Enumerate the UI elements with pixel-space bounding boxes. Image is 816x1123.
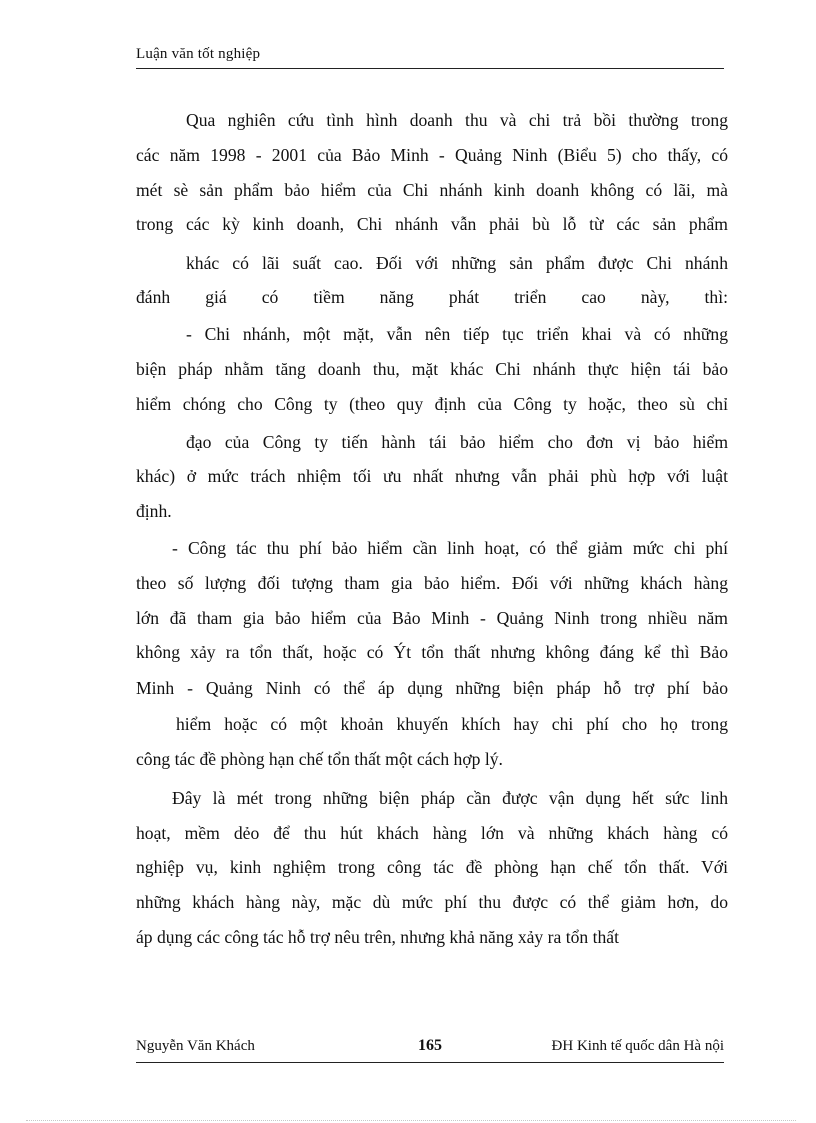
body-line: Qua nghiên cứu tình hình doanh thu và chi trả bồi thường trong — [186, 110, 728, 130]
body-line: công tác đề phòng hạn chế tổn thất một cách hợp lý. — [136, 749, 503, 769]
body-line: Đây là mét trong những biện pháp cần được vận dụng hết sức linh — [172, 788, 728, 808]
body-line: biện pháp nhằm tăng doanh thu, mặt khác Chi nhánh thực hiện tái bảo — [136, 359, 728, 379]
body-line: - Công tác thu phí bảo hiểm cần linh hoạt, có thể giảm mức chi phí — [172, 538, 728, 558]
body-line: khác) ở mức trách nhiệm tối ưu nhất nhưng vẫn phải phù hợp với luật — [136, 466, 728, 486]
body-line: những khách hàng này, mặc dù mức phí thu được có thể giảm hơn, do — [136, 892, 728, 912]
page-edge-divider — [26, 1120, 796, 1121]
body-line: trong các kỳ kinh doanh, Chi nhánh vẫn phải bù lỗ từ các sản phẩm — [136, 214, 728, 234]
body-line: đạo của Công ty tiến hành tái bảo hiểm cho đơn vị bảo hiểm — [186, 432, 728, 452]
page-footer — [136, 1038, 724, 1063]
body-line: hiểm hoặc có một khoản khuyến khích hay chi phí cho họ trong — [176, 714, 728, 734]
body-line: lớn đã tham gia bảo hiểm của Bảo Minh - Quảng Ninh trong nhiều năm — [136, 608, 728, 628]
body-line: đánh giá có tiềm năng phát triển cao này, thì: — [136, 287, 728, 307]
body-line: hoạt, mềm dẻo để thu hút khách hàng lớn và những khách hàng có — [136, 823, 728, 843]
body-line: mét sè sản phẩm bảo hiểm của Chi nhánh kinh doanh không có lãi, mà — [136, 180, 728, 200]
body-line: nghiệp vụ, kinh nghiệm trong công tác đề phòng hạn chế tổn thất. Với — [136, 857, 728, 877]
body-line: khác có lãi suất cao. Đối với những sản phẩm được Chi nhánh — [186, 253, 728, 273]
body-line: Minh - Quảng Ninh có thể áp dụng những biện pháp hỗ trợ phí bảo — [136, 678, 728, 698]
body-line: không xảy ra tổn thất, hoặc có Ýt tổn thất nhưng không đáng kể thì Bảo — [136, 642, 728, 662]
page-number: 165 — [418, 1037, 442, 1054]
body-line: các năm 1998 - 2001 của Bảo Minh - Quảng Ninh (Biểu 5) cho thấy, có — [136, 145, 728, 165]
body-line: định. — [136, 501, 172, 521]
body-line: theo số lượng đối tượng tham gia bảo hiểm. Đối với những khách hàng — [136, 573, 728, 593]
header-title: Luận văn tốt nghiệp — [136, 46, 261, 62]
body-line: hiểm chóng cho Công ty (theo quy định của Công ty hoặc, theo sù chỉ — [136, 394, 728, 414]
body-line: - Chi nhánh, một mặt, vẫn nên tiếp tục triển khai và có những — [186, 324, 728, 344]
footer-author: Nguyễn Văn Khách — [136, 1038, 255, 1054]
page-header — [136, 46, 724, 69]
body-line: áp dụng các công tác hỗ trợ nêu trên, nhưng khả năng xảy ra tổn thất — [136, 927, 619, 947]
footer-school: ĐH Kinh tế quốc dân Hà nội — [551, 1038, 724, 1054]
